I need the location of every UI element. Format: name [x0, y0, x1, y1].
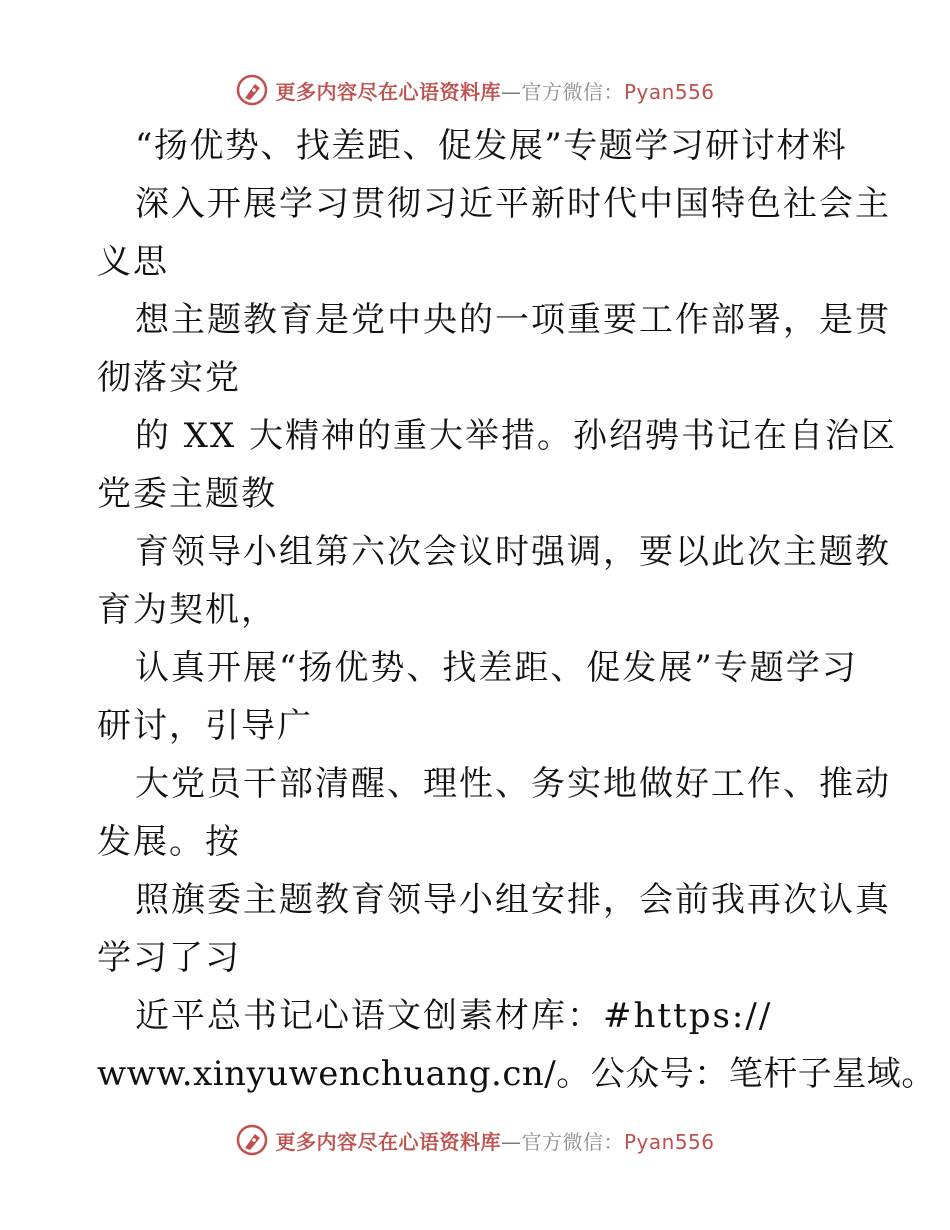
paragraph-line: 义思 — [97, 242, 169, 282]
paragraph-line: 学习了习 — [97, 938, 241, 978]
paragraph-line: 大党员干部清醒、理性、务实地做好工作、推动 — [135, 764, 891, 804]
paragraph-line: 照旗委主题教育领导小组安排，会前我再次认真 — [135, 880, 891, 920]
watermark-site: 更多内容尽在心语资料库 — [275, 79, 501, 104]
paragraph-line: 育领导小组第六次会议时强调，要以此次主题教 — [135, 532, 891, 572]
pen-nib-logo-icon — [235, 73, 269, 107]
watermark-wechat-id: Pyan556 — [623, 1129, 715, 1154]
watermark-wechat-id: Pyan556 — [623, 79, 715, 104]
paragraph-line: 研讨，引导广 — [97, 706, 313, 746]
watermark-site: 更多内容尽在心语资料库 — [275, 1129, 501, 1154]
paragraph-line: 育为契机， — [97, 590, 277, 630]
watermark-dash: — — [500, 79, 522, 104]
paragraph-line: 发展。按 — [97, 822, 241, 862]
paragraph-line: 的 XX 大精神的重大举措。孙绍骋书记在自治区 — [135, 416, 898, 456]
paragraph-line: www.xinyuwenchuang.cn/。公众号：笔杆子星域。 — [97, 1054, 936, 1094]
paragraph-line: 彻落实党 — [97, 358, 241, 398]
watermark-text — [275, 76, 714, 105]
paragraph-line: 党委主题教 — [97, 474, 277, 514]
paragraph-line: 认真开展“扬优势、找差距、促发展”专题学习 — [135, 648, 858, 688]
document-title: “扬优势、找差距、促发展”专题学习研讨材料 — [135, 126, 848, 166]
watermark-footer — [0, 1120, 950, 1160]
document-body — [97, 117, 936, 1103]
paragraph-line: 近平总书记心语文创素材库：#https:// — [135, 996, 773, 1036]
watermark-official-label: 官方微信： — [521, 1129, 624, 1154]
pen-nib-logo-icon — [235, 1123, 269, 1157]
watermark-dash: — — [500, 1129, 522, 1154]
paragraph-line: 深入开展学习贯彻习近平新时代中国特色社会主 — [135, 184, 891, 224]
paragraph-line: 想主题教育是党中央的一项重要工作部署，是贯 — [135, 300, 891, 340]
watermark-header — [0, 70, 950, 110]
watermark-official-label: 官方微信： — [521, 79, 624, 104]
watermark-text — [275, 1126, 714, 1155]
